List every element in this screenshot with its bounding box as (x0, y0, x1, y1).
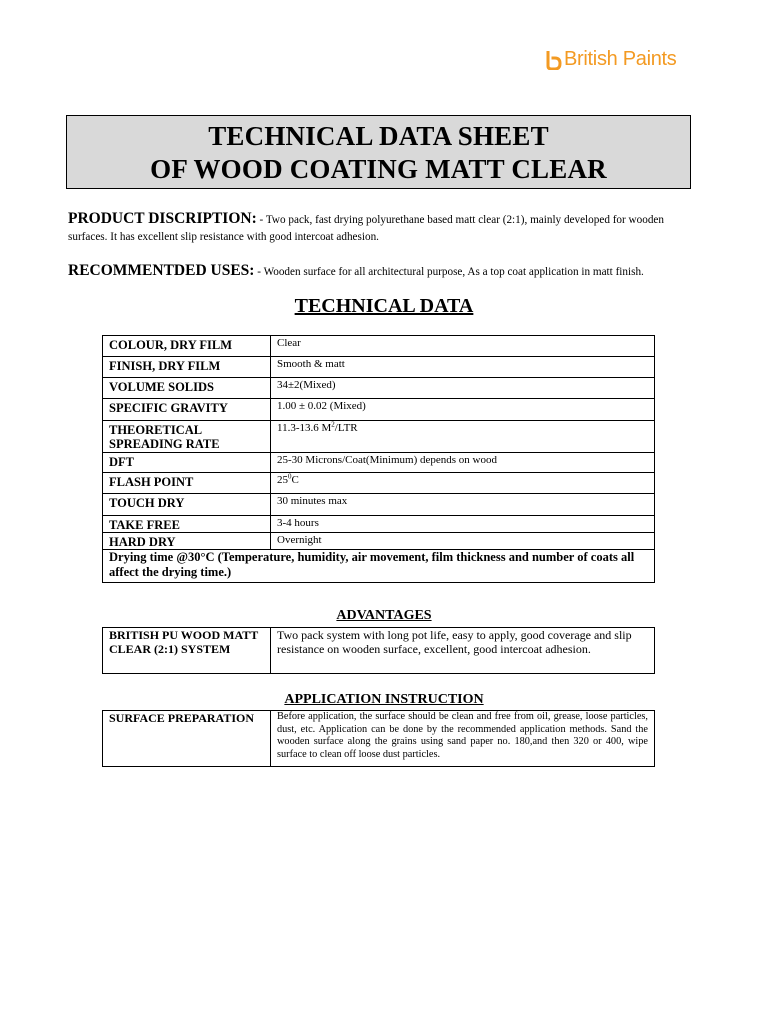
recommended-uses (68, 262, 698, 281)
row-key: HARD DRY (103, 533, 271, 550)
row-value: 3-4 hours (271, 516, 655, 533)
technical-data-table (102, 335, 655, 583)
application-table (102, 710, 655, 767)
brand-name: British Paints (564, 48, 677, 70)
row-key: SURFACE PREPARATION (103, 711, 271, 767)
recommended-uses-label: RECOMMENTDED USES: (68, 262, 255, 279)
table-row (103, 628, 655, 674)
row-value: 30 minutes max (271, 494, 655, 516)
title-line-1: TECHNICAL DATA SHEET (208, 121, 549, 151)
row-key: TOUCH DRY (103, 494, 271, 516)
row-value: 25-30 Microns/Coat(Minimum) depends on wood (271, 453, 655, 473)
product-description-label: PRODUCT DISCRIPTION: (68, 210, 257, 227)
row-value (271, 473, 655, 494)
row-key: FINISH, DRY FILM (103, 357, 271, 378)
table-row (103, 473, 655, 494)
application-heading: APPLICATION INSTRUCTION (284, 692, 484, 707)
table-row (103, 533, 655, 550)
title-box (66, 115, 691, 189)
product-description-text: - Two pack, fast drying polyurethane based matt clear (2:1), mainly developed for wooden surfaces. It has excellent slip resistance with good intercoat adhesion. (68, 214, 664, 243)
table-row (103, 453, 655, 473)
row-value: 1.00 ± 0.02 (Mixed) (271, 399, 655, 421)
value-part: 11.3-13.6 M (277, 422, 332, 434)
table-row (103, 550, 655, 583)
table-row (103, 336, 655, 357)
title-line-2: OF WOOD COATING MATT CLEAR (150, 154, 607, 184)
row-key: VOLUME SOLIDS (103, 378, 271, 399)
row-key: SPECIFIC GRAVITY (103, 399, 271, 421)
brand-logo (545, 48, 677, 71)
row-value: 34±2(Mixed) (271, 378, 655, 399)
brand-mark-icon (545, 50, 562, 70)
row-value: Before application, the surface should be clean and free from oil, grease, loose particles, dust, etc. Application can be done by the recommended application methods. Sand the wooden surface along the grains using sand paper no. 180,and then 320 or 400, wipe surface to clean off loose dust particles. (271, 711, 655, 767)
row-value: Clear (271, 336, 655, 357)
row-value: Two pack system with long pot life, easy to apply, good coverage and slip resistance on wooden surface, excellent, good intercoat adhesion. (271, 628, 655, 674)
row-key: COLOUR, DRY FILM (103, 336, 271, 357)
row-value: Overnight (271, 533, 655, 550)
table-row (103, 494, 655, 516)
recommended-uses-text: - Wooden surface for all architectural purpose, As a top coat application in matt finish. (254, 266, 644, 278)
row-key: FLASH POINT (103, 473, 271, 494)
value-part: 25 (277, 474, 288, 486)
value-part: /LTR (334, 422, 358, 434)
row-value: Smooth & matt (271, 357, 655, 378)
table-row (103, 399, 655, 421)
advantages-table (102, 627, 655, 674)
row-key: DFT (103, 453, 271, 473)
row-value (271, 421, 655, 453)
row-key: TAKE FREE (103, 516, 271, 533)
drying-time-note: Drying time @30°C (Temperature, humidity, air movement, film thickness and number of coats all affect the drying time.) (103, 550, 655, 583)
technical-data-heading: TECHNICAL DATA (294, 295, 474, 317)
value-superscript: 2 (331, 420, 335, 429)
table-row (103, 378, 655, 399)
table-row (103, 357, 655, 378)
value-superscript: 0 (288, 472, 292, 481)
row-key: THEORETICAL SPREADING RATE (103, 421, 271, 453)
row-key: BRITISH PU WOOD MATT CLEAR (2:1) SYSTEM (103, 628, 271, 674)
table-row (103, 711, 655, 767)
table-row (103, 421, 655, 453)
table-row (103, 516, 655, 533)
value-part: C (291, 474, 299, 486)
advantages-heading: ADVANTAGES (336, 608, 432, 623)
product-description (68, 210, 698, 246)
